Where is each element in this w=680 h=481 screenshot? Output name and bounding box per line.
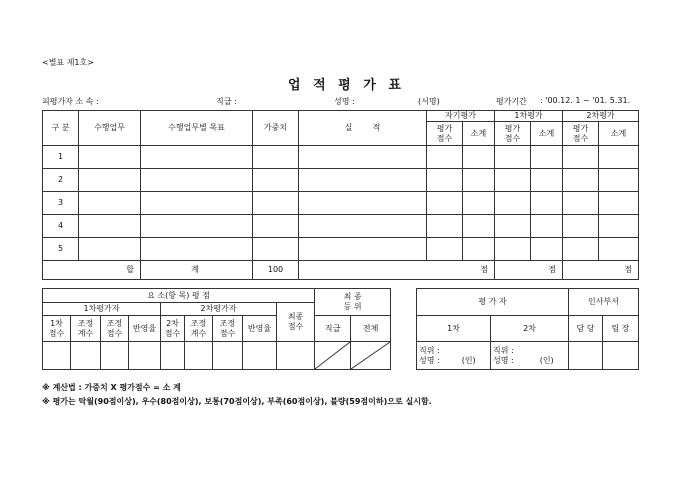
- cell[interactable]: [79, 238, 141, 261]
- cell[interactable]: [185, 342, 213, 370]
- final-rank-header: 최 종 등 위: [315, 289, 391, 316]
- second-subtotal: 소계: [599, 122, 639, 146]
- header-task: 수행업무: [79, 111, 141, 146]
- table-row: [43, 146, 639, 169]
- in-charge-col: 담 당: [569, 316, 603, 342]
- period-value: : '00.12. 1 ~ '01. 5.31.: [540, 96, 631, 105]
- header-division: 구 분: [43, 111, 79, 146]
- reflect-rate-header-2: 반영율: [243, 316, 277, 342]
- cell[interactable]: [253, 215, 299, 238]
- header-second-eval: 2차평가: [563, 111, 639, 122]
- cell[interactable]: [563, 215, 599, 238]
- self-eval-score: 평가 점수: [427, 122, 463, 146]
- seal-label: (인): [461, 355, 476, 365]
- cell[interactable]: [213, 342, 243, 370]
- cell[interactable]: [463, 238, 495, 261]
- team-lead-col: 팀 장: [603, 316, 639, 342]
- cell[interactable]: [599, 146, 639, 169]
- cell[interactable]: [141, 238, 253, 261]
- reflect-rate-header-1: 반영율: [129, 316, 161, 342]
- header-first-eval: 1차평가: [495, 111, 563, 122]
- cell[interactable]: [531, 192, 563, 215]
- cell[interactable]: [495, 169, 531, 192]
- note-calculation: ※ 계산법 : 가중치 X 평가점수 = 소 계: [42, 383, 181, 392]
- header-weight: 가중치: [253, 111, 299, 146]
- cell[interactable]: [299, 215, 427, 238]
- second-score-header: 2차 점수: [161, 316, 185, 342]
- header-self-eval: 자기평가: [427, 111, 495, 122]
- total-row: [43, 261, 639, 280]
- row-number: 2: [43, 169, 79, 192]
- row-number: 3: [43, 192, 79, 215]
- cell[interactable]: [531, 215, 563, 238]
- cell[interactable]: [141, 192, 253, 215]
- hr-header: 인사부서: [569, 289, 639, 316]
- cell[interactable]: [427, 215, 463, 238]
- header-goal: 수행업무별 목표: [141, 111, 253, 146]
- cell[interactable]: [495, 146, 531, 169]
- first-subtotal: 소계: [531, 122, 563, 146]
- cell[interactable]: [531, 238, 563, 261]
- second-evaluator-col: 2차: [491, 316, 569, 342]
- cell[interactable]: [427, 146, 463, 169]
- first-score-header: 1차 점수: [43, 316, 71, 342]
- cell[interactable]: [427, 169, 463, 192]
- cell[interactable]: [141, 169, 253, 192]
- note-grading: ※ 평가는 탁월(90점이상), 우수(80점이상), 보통(70점이상), 부족(60점이상), 불량(59점이하)으로 실시함.: [42, 397, 432, 406]
- total-second-point: 점: [563, 261, 639, 280]
- self-subtotal: 소계: [463, 122, 495, 146]
- rank-position-header: 직급: [315, 316, 351, 342]
- overall-diagonal-cell: [351, 342, 391, 370]
- name-label: 성명 :: [419, 355, 440, 365]
- cell[interactable]: [101, 342, 129, 370]
- cell[interactable]: [129, 342, 161, 370]
- overall-header: 전체: [351, 316, 391, 342]
- first-evaluator-sign-cell[interactable]: [417, 342, 491, 370]
- cell[interactable]: [531, 169, 563, 192]
- name-label: 성명 :: [334, 97, 355, 106]
- form-label: <별표 제1호>: [42, 58, 94, 67]
- adj-factor-header-2: 조정 계수: [185, 316, 213, 342]
- summary-header: 요 소(항 목) 평 점: [43, 289, 315, 303]
- position-label: 직위 :: [493, 345, 514, 355]
- cell[interactable]: [495, 215, 531, 238]
- table-row: [43, 192, 639, 215]
- cell[interactable]: [563, 169, 599, 192]
- cell[interactable]: [427, 238, 463, 261]
- seal-label: (인): [539, 355, 554, 365]
- row-number: 1: [43, 146, 79, 169]
- total-self-point: 점: [299, 261, 495, 280]
- cell[interactable]: [599, 169, 639, 192]
- cell[interactable]: [563, 192, 599, 215]
- summary-values-row: [43, 342, 391, 370]
- page-title: 업 적 평 가 표: [288, 78, 405, 93]
- total-weight: 100: [253, 261, 299, 280]
- evaluator-header: 평 가 자: [417, 289, 569, 316]
- first-evaluator-header: 1차평가자: [43, 303, 161, 316]
- cell[interactable]: [563, 238, 599, 261]
- position-label: 직위 :: [419, 345, 440, 355]
- cell[interactable]: [253, 169, 299, 192]
- name-label: 성명 :: [493, 355, 514, 365]
- cell[interactable]: [141, 215, 253, 238]
- cell[interactable]: [79, 215, 141, 238]
- first-eval-score: 평가 점수: [495, 122, 531, 146]
- table-row: [43, 238, 639, 261]
- cell[interactable]: [299, 169, 427, 192]
- cell[interactable]: [299, 238, 427, 261]
- second-eval-score: 평가 점수: [563, 122, 599, 146]
- sign-label: (서명): [418, 97, 440, 106]
- cell[interactable]: [79, 169, 141, 192]
- summary-table: [42, 288, 391, 370]
- adj-factor-header-1: 조정 계수: [71, 316, 101, 342]
- cell[interactable]: [463, 215, 495, 238]
- cell[interactable]: [599, 238, 639, 261]
- cell[interactable]: [495, 192, 531, 215]
- rank-label: 직급 :: [216, 97, 237, 106]
- main-table: [42, 110, 639, 280]
- cell[interactable]: [277, 342, 315, 370]
- cell[interactable]: [463, 192, 495, 215]
- cell[interactable]: [463, 146, 495, 169]
- total-label: 합: [43, 261, 141, 280]
- evaluator-table: [416, 288, 639, 370]
- in-charge-sign-cell[interactable]: [569, 342, 603, 370]
- cell[interactable]: [141, 146, 253, 169]
- cell[interactable]: [161, 342, 185, 370]
- cell[interactable]: [599, 215, 639, 238]
- final-score-header: 최종 점수: [277, 303, 315, 342]
- cell[interactable]: [243, 342, 277, 370]
- team-lead-sign-cell[interactable]: [603, 342, 639, 370]
- period-label: 평가기간: [496, 97, 527, 106]
- cell[interactable]: [299, 146, 427, 169]
- table-row: [43, 215, 639, 238]
- header-result: 실 적: [299, 111, 427, 146]
- evaluatee-label: 피평가자 소 속 :: [42, 97, 99, 106]
- cell[interactable]: [71, 342, 101, 370]
- total-label2: 계: [141, 261, 253, 280]
- cell[interactable]: [299, 192, 427, 215]
- second-evaluator-sign-cell[interactable]: [491, 342, 569, 370]
- row-number: 4: [43, 215, 79, 238]
- cell[interactable]: [495, 238, 531, 261]
- cell[interactable]: [79, 192, 141, 215]
- cell[interactable]: [531, 146, 563, 169]
- adj-score-header-2: 조정 점수: [213, 316, 243, 342]
- cell[interactable]: [253, 146, 299, 169]
- row-number: 5: [43, 238, 79, 261]
- table-row: [43, 169, 639, 192]
- cell[interactable]: [43, 342, 71, 370]
- cell[interactable]: [79, 146, 141, 169]
- cell[interactable]: [599, 192, 639, 215]
- cell[interactable]: [427, 192, 463, 215]
- rank-diagonal-cell: [315, 342, 351, 370]
- cell[interactable]: [563, 146, 599, 169]
- cell[interactable]: [253, 238, 299, 261]
- second-evaluator-header: 2차평가자: [161, 303, 277, 316]
- cell[interactable]: [463, 169, 495, 192]
- cell[interactable]: [253, 192, 299, 215]
- total-first-point: 점: [495, 261, 563, 280]
- first-evaluator-col: 1차: [417, 316, 491, 342]
- adj-score-header-1: 조정 점수: [101, 316, 129, 342]
